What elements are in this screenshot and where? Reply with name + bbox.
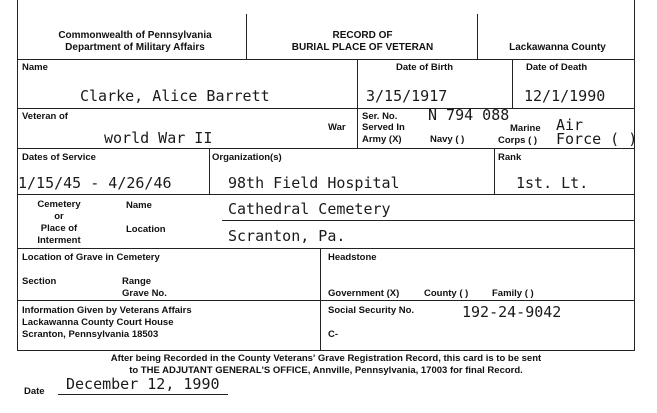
cemetery-location-label: Location bbox=[126, 224, 166, 235]
dob-value: 3/15/1917 bbox=[366, 87, 448, 105]
ssn-label: Social Security No. bbox=[328, 305, 415, 316]
served-in-label: Served In bbox=[362, 122, 405, 133]
war-label: War bbox=[328, 122, 346, 133]
name-divider-1 bbox=[357, 59, 358, 148]
cemetery-label: Cemetery bbox=[37, 199, 81, 210]
record-title-line-1: RECORD OF bbox=[332, 30, 393, 41]
rank-value: 1st. Lt. bbox=[516, 174, 589, 192]
footer-note-line-1: After being Recorded in the County Veterans' Grave Registration Record, this card is to be sent bbox=[110, 353, 542, 364]
c-label: C- bbox=[328, 329, 339, 340]
info-line-1: Information Given by Veterans Affairs bbox=[22, 305, 192, 316]
cemetery-name-label: Name bbox=[126, 200, 152, 211]
government-label: Government (X) bbox=[328, 288, 400, 299]
corps-label: Corps ( ) bbox=[498, 135, 538, 146]
air-force-value-1: Air bbox=[556, 116, 584, 134]
record-title-line-2: BURIAL PLACE OF VETERAN bbox=[291, 42, 434, 53]
place-of-label: Place of bbox=[40, 223, 78, 234]
agency-line-1: Commonwealth of Pennsylvania bbox=[58, 30, 212, 41]
cemetery-name-underline bbox=[222, 220, 635, 221]
marine-label: Marine bbox=[510, 123, 541, 134]
dates-of-service-value: 1/15/45 - 4/26/46 bbox=[18, 174, 172, 192]
county-name: Lackawanna County bbox=[509, 42, 606, 53]
or-label: or bbox=[54, 211, 64, 222]
dod-label: Date of Death bbox=[526, 62, 588, 73]
cemetery-location-value: Scranton, Pa. bbox=[228, 227, 346, 245]
grave-location-label: Location of Grave in Cemetery bbox=[22, 252, 160, 263]
cemetery-name-value: Cathedral Cemetery bbox=[228, 200, 391, 218]
veteran-row-rule bbox=[17, 148, 635, 149]
service-row-rule bbox=[17, 194, 635, 195]
war-value: world War II bbox=[104, 129, 213, 147]
section-label: Section bbox=[22, 276, 57, 287]
info-line-2: Lackawanna County Court House bbox=[22, 317, 174, 328]
air-force-value-2: Force ( ) bbox=[556, 130, 638, 148]
county-label: County ( ) bbox=[424, 288, 469, 299]
service-divider-2 bbox=[494, 148, 495, 194]
headstone-label: Headstone bbox=[328, 252, 377, 263]
ssn-value: 192-24-9042 bbox=[462, 303, 562, 321]
name-row-rule bbox=[17, 108, 635, 109]
dod-value: 12/1/1990 bbox=[524, 87, 606, 105]
date-underline bbox=[58, 394, 228, 395]
header-bottom-rule bbox=[17, 59, 635, 60]
header-divider-1 bbox=[246, 14, 247, 59]
name-divider-2 bbox=[512, 59, 513, 109]
family-label: Family ( ) bbox=[492, 288, 534, 299]
service-divider-1 bbox=[209, 148, 210, 194]
info-row-rule bbox=[17, 350, 635, 351]
footer-note-line-2: to THE ADJUTANT GENERAL'S OFFICE, Annville, Pennsylvania, 17003 for final Record. bbox=[129, 365, 523, 376]
dob-label: Date of Birth bbox=[396, 62, 453, 73]
date-value: December 12, 1990 bbox=[66, 375, 220, 393]
info-line-3: Scranton, Pennsylvania 18503 bbox=[22, 329, 159, 340]
veteran-of-label: Veteran of bbox=[22, 111, 68, 122]
name-value: Clarke, Alice Barrett bbox=[80, 87, 270, 105]
organization-value: 98th Field Hospital bbox=[228, 174, 400, 192]
name-label: Name bbox=[22, 62, 48, 73]
dates-of-service-label: Dates of Service bbox=[22, 152, 96, 163]
organization-label: Organization(s) bbox=[212, 152, 282, 163]
range-label: Range bbox=[122, 276, 152, 287]
ser-no-label: Ser. No. bbox=[362, 111, 398, 122]
grave-no-label: Grave No. bbox=[122, 288, 167, 299]
header-divider-2 bbox=[477, 14, 478, 59]
navy-label: Navy ( ) bbox=[430, 134, 465, 145]
interment-label: Interment bbox=[37, 235, 81, 246]
agency-line-2: Department of Military Affairs bbox=[65, 42, 205, 53]
rank-label: Rank bbox=[498, 152, 522, 163]
cemetery-row-rule bbox=[17, 248, 635, 249]
ser-no-value: N 794 088 bbox=[428, 106, 510, 124]
date-label: Date bbox=[24, 386, 45, 397]
grave-row-rule bbox=[17, 300, 635, 301]
army-label: Army (X) bbox=[362, 134, 402, 145]
